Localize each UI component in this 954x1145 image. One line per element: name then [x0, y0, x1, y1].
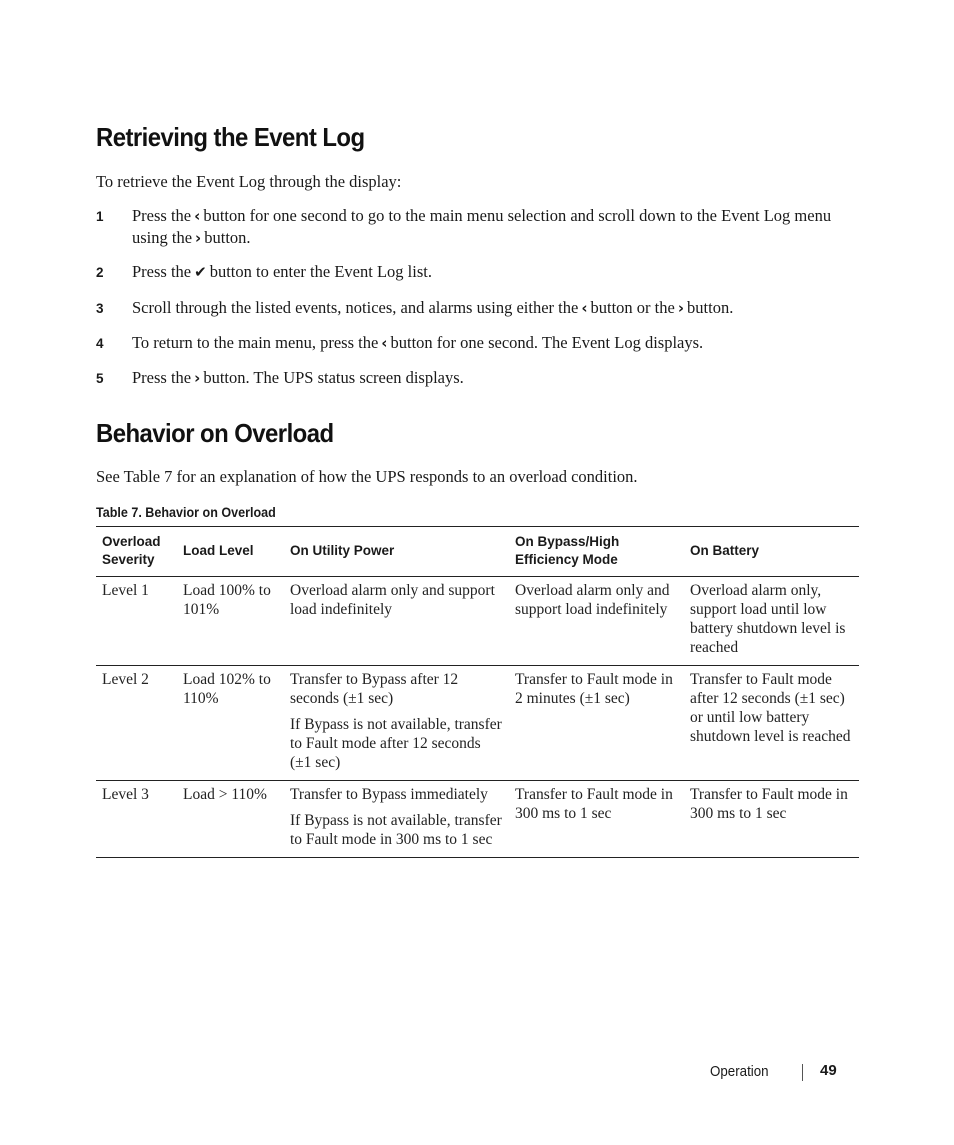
table-cell: Transfer to Bypass immediately If Bypass is not available, transfer to Fault mode in 300 ms to 1 sec [284, 781, 509, 858]
event-log-intro: To retrieve the Event Log through the display: [96, 172, 402, 191]
table-cell: Load 100% to 101% [177, 577, 284, 666]
left-arrow-button-icon: ‹ [381, 334, 388, 352]
table-row [96, 666, 859, 781]
table-row [96, 577, 859, 666]
table-cell: Transfer to Fault mode in 300 ms to 1 sec [509, 781, 684, 858]
footer-divider [802, 1064, 803, 1081]
table-caption: Table 7. Behavior on Overload [96, 505, 276, 520]
footer-section-label: Operation [710, 1064, 769, 1080]
table-cell: Transfer to Fault mode in 300 ms to 1 sec [684, 781, 859, 858]
table-cell: Level 2 [96, 666, 177, 781]
column-header: On Bypass/High Efficiency Mode [509, 527, 684, 577]
table-cell: Transfer to Bypass after 12 seconds (±1 sec) If Bypass is not available, transfer to Fault mode after 12 seconds (±1 sec) [284, 666, 509, 781]
step-number: 1 [96, 209, 104, 224]
step-number: 3 [96, 301, 104, 316]
left-arrow-button-icon: ‹ [194, 207, 201, 225]
table-cell: Overload alarm only, support load until low battery shutdown level is reached [684, 577, 859, 666]
column-header: Overload Severity [96, 527, 177, 577]
table-cell: Level 3 [96, 781, 177, 858]
table-cell: Overload alarm only and support load indefinitely [284, 577, 509, 666]
page-number: 49 [820, 1062, 837, 1079]
table-cell: Overload alarm only and support load indefinitely [509, 577, 684, 666]
right-arrow-button-icon: › [194, 369, 201, 387]
column-header: On Utility Power [284, 527, 509, 577]
overload-table [96, 526, 859, 858]
check-button-icon: ✔ [194, 263, 207, 281]
step-number: 5 [96, 371, 104, 386]
column-header: Load Level [177, 527, 284, 577]
table-row [96, 781, 859, 858]
step-number: 2 [96, 265, 104, 280]
right-arrow-button-icon: › [195, 229, 202, 247]
table-cell: Transfer to Fault mode after 12 seconds (±1 sec) or until low battery shutdown level is reached [684, 666, 859, 781]
table-cell: Load 102% to 110% [177, 666, 284, 781]
table-cell: Level 1 [96, 577, 177, 666]
column-header: On Battery [684, 527, 859, 577]
section-heading-overload: Behavior on Overload [96, 418, 334, 448]
overload-intro: See Table 7 for an explanation of how the UPS responds to an overload condition. [96, 467, 638, 486]
table-header-row [96, 527, 859, 577]
table-cell: Load > 110% [177, 781, 284, 858]
step-number: 4 [96, 336, 104, 351]
right-arrow-button-icon: › [677, 299, 685, 317]
left-arrow-button-icon: ‹ [581, 299, 588, 317]
section-heading-event-log: Retrieving the Event Log [96, 122, 365, 152]
table-cell: Transfer to Fault mode in 2 minutes (±1 sec) [509, 666, 684, 781]
